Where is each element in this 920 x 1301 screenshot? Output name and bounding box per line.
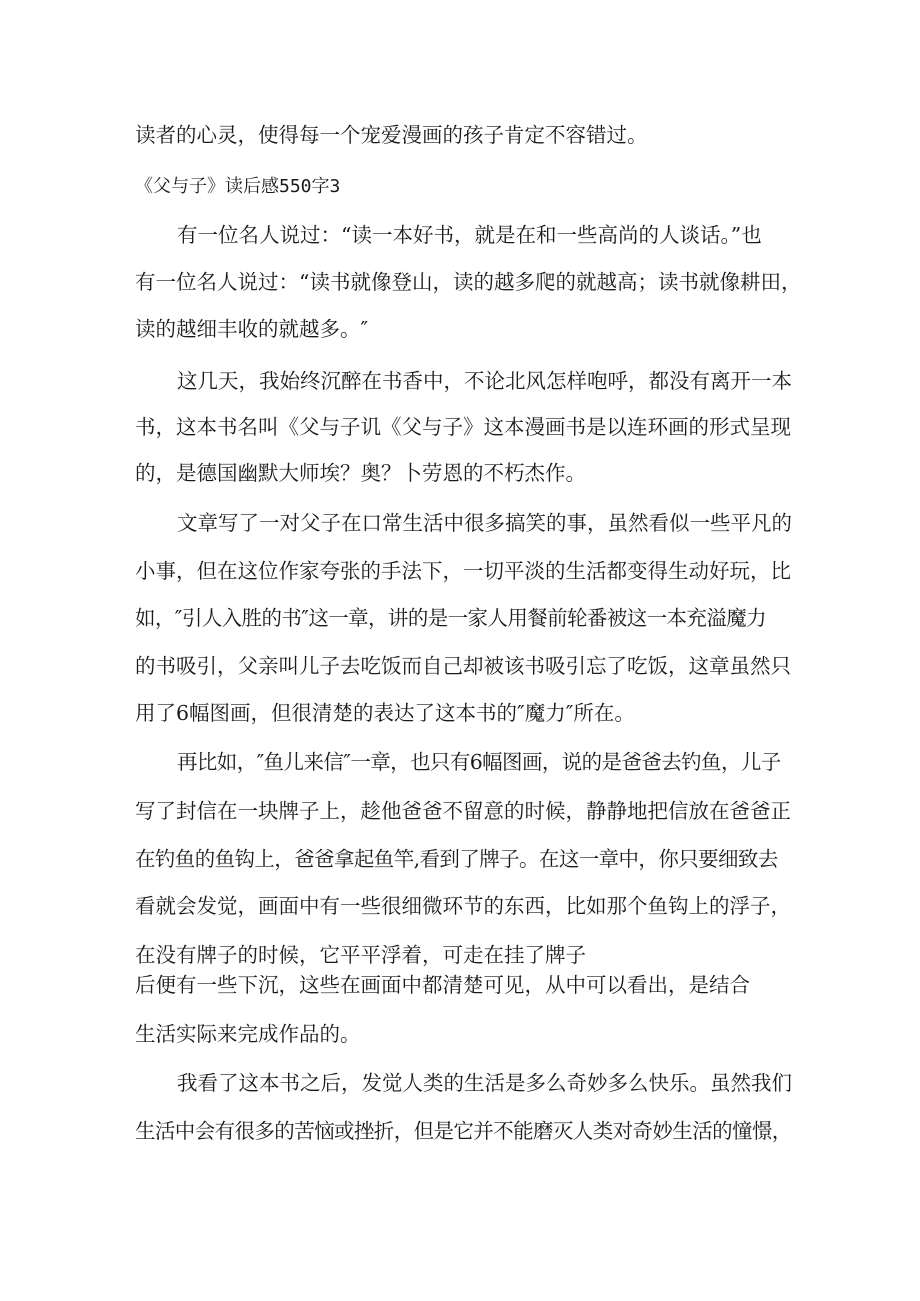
paragraph-line: 这几天，我始终沉醉在书香中，不论北风怎样咆呼，都没有离开一本 <box>177 369 792 393</box>
paragraph-line: 如，″引人入胜的书″这一章，讲的是一家人用餐前轮番被这一本充溢魔力 <box>135 606 767 630</box>
paragraph-line: 写了封信在一块牌子上，趁他爸爸不留意的时候，静静地把信放在爸爸正 <box>135 799 791 823</box>
paragraph-line: 用了6幅图画，但很清楚的表达了这本书的″魔力″所在。 <box>135 701 635 725</box>
paragraph-line: 书，这本书名叫《父与子讥《父与子》这本漫画书是以连环画的形式呈现 <box>135 415 791 439</box>
paragraph-line: 再比如，″鱼儿来信″一章，也只有6幅图画，说的是爸爸去钓鱼，儿子 <box>177 750 781 774</box>
paragraph-line: 读的越细丰收的就越多。″ <box>135 317 369 341</box>
paragraph-line: 看就会发觉，画面中有一些很细微环节的东西，比如那个鱼钩上的浮子， <box>135 894 791 918</box>
paragraph-line: 读者的心灵，使得每一个宠爱漫画的孩子肯定不容错过。 <box>135 123 648 147</box>
paragraph-line: 生活实际来完成作品的。 <box>135 1022 361 1046</box>
paragraph-line: 小事，但在这位作家夸张的手法下，一切平淡的生活都变得生动好玩，比 <box>135 559 791 583</box>
paragraph-line: 的书吸引，父亲叫儿子去吃饭而自己却被该书吸引忘了吃饭，这章虽然只 <box>135 654 791 678</box>
paragraph-line: 在没有牌子的时候，它平平浮着，可走在挂了牌子 <box>135 943 586 967</box>
paragraph-line: 生活中会有很多的苦恼或挫折，但是它并不能磨灭人类对奇妙生活的憧憬， <box>135 1119 792 1143</box>
paragraph-line: 在钓鱼的鱼钩上，爸爸拿起鱼竿,看到了牌子。在这一章中，你只要细致去 <box>135 847 778 871</box>
paragraph-line: 我看了这本书之后，发觉人类的生活是多么奇妙多么快乐。虽然我们 <box>177 1071 792 1095</box>
paragraph-line: 后便有一些下沉，这些在画面中都清楚可见，从中可以看出，是结合 <box>135 973 750 997</box>
paragraph-line: 有一位名人说过：“读书就像登山，读的越多爬的就越高；读书就像耕田， <box>135 270 802 294</box>
section-heading: 《父与子》读后感550字3 <box>135 176 341 197</box>
paragraph-line: 的，是德国幽默大师埃？奥？卜劳恩的不朽杰作。 <box>135 461 586 485</box>
paragraph-line: 有一位名人说过：“读一本好书，就是在和一些高尚的人谈话。”也 <box>177 223 762 247</box>
paragraph-line: 文章写了一对父子在口常生活中很多搞笑的事，虽然看似一些平凡的 <box>177 511 792 535</box>
